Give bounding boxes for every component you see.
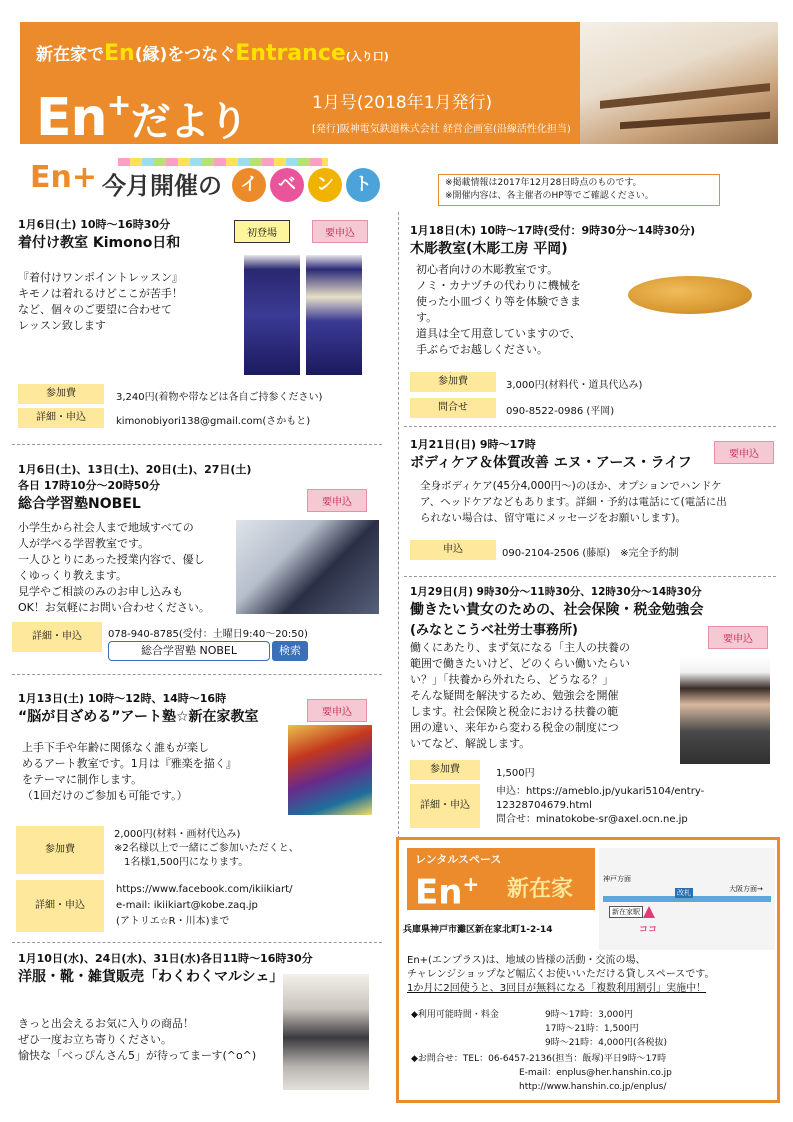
body-line: いてなど、解説します。 — [410, 737, 531, 750]
divider — [404, 426, 776, 427]
divider — [12, 674, 382, 675]
events-letter-4: ト — [346, 168, 380, 202]
contact-person: (アトリエ☆R・川本)まで — [116, 916, 230, 927]
search-button[interactable]: 検索 — [272, 641, 308, 661]
fee-line: 2,000円(材料・画材代込み) — [114, 829, 241, 840]
rental-space-info — [396, 837, 780, 1103]
hours-line: 17時〜21時：1,500円 — [545, 1024, 639, 1034]
body-line: します。社会保険と税金における扶養の範 — [410, 705, 619, 718]
body-line: 一人ひとりにあった授業内容で、優し — [18, 553, 205, 566]
fee-line: 1名様1,500円になります。 — [114, 857, 249, 868]
contact-label: 詳細・申込 — [12, 622, 102, 652]
event-date: 1月10日(水)、24日(水)、31日(水)各日11時〜16時30分 — [18, 952, 313, 965]
events-letter-3: ン — [308, 168, 342, 202]
hours-line: 9時〜17時：3,000円 — [545, 1010, 633, 1020]
sign-name: 新在家 — [507, 877, 574, 902]
application-link[interactable]: 申込：https://ameblo.jp/yukari5104/entry- — [496, 786, 705, 797]
art-photo — [288, 725, 372, 815]
body-line: くゆっくり教えます。 — [18, 569, 128, 582]
reservation-required-badge: 要申込 — [714, 441, 774, 464]
event-art-body — [22, 740, 284, 804]
body-line: など、個々のご要望に合わせて — [18, 303, 172, 316]
logo-en: En — [36, 88, 107, 148]
fee-value: 1,500円 — [496, 768, 535, 779]
desc-line: En+(エンプラス)は、地域の皆様の活動・交流の場、 — [407, 955, 646, 966]
fee-value — [114, 828, 299, 870]
map-label: 大阪方面→ — [729, 885, 763, 893]
reservation-required-badge: 要申込 — [312, 220, 368, 243]
fee-value: 3,000円(材料代・道具代込み) — [506, 380, 643, 391]
reservation-required-badge: 要申込 — [307, 489, 367, 512]
body-line: す。 — [416, 311, 438, 324]
body-line: をテーマに制作します。 — [22, 773, 143, 786]
body-line: ぜひ一度お立ち寄りください。 — [18, 1033, 172, 1046]
here-arrow-icon — [643, 906, 655, 918]
tagline-entrance: Entrance — [235, 41, 346, 66]
header-photo — [580, 22, 778, 144]
tagline-pre: 新在家で — [36, 45, 104, 65]
event-date: 1月13日(土) 10時〜12時、14時〜16時 — [18, 692, 227, 705]
hours-line: 9時〜21時：4,000円(各税抜) — [545, 1038, 667, 1048]
event-bodycare-body — [420, 478, 778, 526]
bunting-decoration — [118, 158, 328, 166]
event-date: 1月21日(日) 9時〜17時 — [410, 438, 536, 451]
contact-phone[interactable]: 078-940-8785(受付：土曜日9:40〜20:50) — [108, 629, 308, 640]
desc-line: チャレンジショップなど幅広くお使いいただける貸しスペースです。 — [407, 969, 715, 980]
body-line: ア、ヘッドケアなどもあります。詳細・予約は電話にて(電話に出 — [420, 496, 727, 508]
reservation-required-badge: 要申込 — [708, 626, 768, 649]
events-banner — [20, 158, 405, 206]
event-title: 木彫教室(木彫工房 平岡) — [410, 241, 568, 257]
contact-value — [496, 785, 704, 827]
tagline-mid: (縁)をつなぐ — [134, 45, 236, 65]
contact-phone[interactable]: 090-2104-2506 (藤原) ※完全予約制 — [502, 548, 679, 559]
body-line: 見学やご相談のみのお申し込みも — [18, 585, 183, 598]
body-line: 囲の違い、来年から変わる税金の制度につ — [410, 721, 619, 734]
event-title: 着付け教室 Kimono日和 — [18, 235, 181, 251]
reservation-required-badge: 要申込 — [307, 699, 367, 722]
fee-label: 参加費 — [410, 372, 496, 392]
header-banner — [20, 22, 778, 148]
event-woodcraft-body — [416, 262, 616, 358]
fee-label: 参加費 — [16, 826, 104, 874]
rental-desc — [407, 954, 714, 996]
tagline-post: (入り口) — [345, 50, 389, 63]
body-line: （1回だけのご参加も可能です。） — [22, 789, 188, 802]
event-time: 各日 17時10分〜20時50分 — [18, 479, 161, 492]
rental-url[interactable]: http://www.hanshin.co.jp/enplus/ — [519, 1082, 667, 1092]
speaker-photo — [680, 656, 770, 764]
rental-sign — [407, 848, 595, 913]
body-line: られない場合は、留守電にメッセージをお願いします)。 — [420, 512, 686, 524]
contact-label: 詳細・申込 — [16, 880, 104, 932]
sign-top: レンタルスペース — [415, 853, 502, 866]
map-here-label: ココ — [639, 925, 658, 935]
body-line: 小学生から社会人まで地域すべての — [18, 521, 194, 534]
wood-plate-photo — [620, 264, 760, 324]
event-seminar-body — [410, 640, 678, 752]
sign-logo — [415, 864, 479, 912]
rental-address: 兵庫県神戸市灘区新在家北町1-2-14 — [403, 925, 553, 935]
body-line: 『着付けワンポイントレッスン』 — [18, 271, 183, 284]
event-subtitle: (みなとこうべ社労士事務所) — [410, 623, 578, 638]
column-divider — [398, 212, 399, 934]
body-line: 働くにあたり、まず気になる「主人の扶養の — [410, 641, 630, 654]
facebook-link[interactable]: https://www.facebook.com/ikiikiart/ — [116, 884, 293, 895]
event-kimono-body — [18, 270, 243, 334]
body-line: 人が学べる学習教室です。 — [18, 537, 150, 550]
kimono-back-photo — [306, 255, 362, 375]
divider — [12, 444, 382, 445]
contact-email[interactable]: kimonobiyori138@gmail.com(さかもと) — [116, 416, 311, 427]
issue-label: 1月号(2018年1月発行) — [312, 93, 493, 113]
event-date: 1月18日(木) 10時〜17時(受付：9時30分〜14時30分) — [410, 224, 696, 237]
body-line: きっと出会えるお気に入りの商品！ — [18, 1017, 194, 1030]
events-letter-1: イ — [232, 168, 266, 202]
body-line: 愉快な「べっぴんさん5」が待ってまーす(^o^) — [18, 1049, 257, 1062]
events-letter-2: ベ — [270, 168, 304, 202]
kimono-front-photo — [244, 255, 300, 375]
sign-plus: + — [462, 872, 480, 896]
body-line: めるアート教室です。1月は『雅楽を描く』 — [22, 757, 237, 770]
notice-line: ※開催内容は、各主催者のHP等でご確認ください。 — [445, 191, 654, 201]
event-title: 洋服・靴・雑貨販売「わくわくマルシェ」 — [18, 969, 284, 985]
notice-line: ※掲載情報は2017年12月28日時点のものです。 — [445, 178, 642, 188]
contact-email[interactable]: e-mail: ikiikiart@kobe.zaq.jp — [116, 900, 258, 911]
logo-plus: + — [106, 88, 131, 123]
event-noble-body — [18, 520, 238, 616]
body-line: 範囲で働きたいけど、どのくらい働いたらい — [410, 657, 630, 670]
tagline — [36, 40, 389, 66]
event-title: 働きたい貴女のための、社会保険・税金勉強会 — [410, 602, 704, 618]
rental-contact-tel[interactable]: ◆お問合せ：TEL：06-6457-2136(担当：飯塚)平日9時〜17時 — [411, 1054, 667, 1064]
contact-label: 詳細・申込 — [410, 784, 480, 828]
event-date: 1月29日(月) 9時30分〜11時30分、12時30分〜14時30分 — [410, 586, 702, 598]
divider — [12, 942, 382, 943]
event-title: ボディケア＆体質改善 エヌ・アース・ライフ — [410, 455, 692, 471]
access-map — [599, 848, 775, 950]
event-title: 総合学習塾NOBEL — [18, 496, 141, 512]
body-line: 使った小皿づくり等を体験できま — [416, 295, 581, 308]
contact-label: 申込 — [410, 540, 496, 560]
hours-list — [545, 1008, 667, 1050]
body-line: 道具は全て用意していますので、 — [416, 327, 581, 340]
contact-phone[interactable]: 090-8522-0986 (平岡) — [506, 406, 615, 417]
hours-label: ◆利用可能時間・料金 — [411, 1010, 499, 1020]
notice-box — [438, 174, 720, 206]
contact-value — [116, 882, 292, 930]
sign-en: En — [415, 872, 463, 913]
body-line: キモノは着れるけどここが苦手！ — [18, 287, 183, 300]
body-line: 上手下手や年齢に関係なく誰もが楽し — [22, 741, 209, 754]
event-date: 1月6日(土) 10時〜16時30分 — [18, 218, 171, 231]
fee-value: 3,240円(着物や帯などは各自ご持参ください) — [116, 392, 323, 403]
events-banner-text: 今月開催の — [102, 172, 222, 200]
publisher-label: [発行]阪神電気鉄道株式会社 経営企画室(沿線活性化担当) — [312, 124, 571, 135]
body-line: ノミ・カナヅチの代わりに機械を — [416, 279, 581, 292]
body-line: そんな疑問を解決するため、勉強会を開催 — [410, 689, 619, 702]
fee-line: ※2名様以上で一緒にご参加いただくと、 — [114, 843, 299, 854]
search-input[interactable]: 総合学習塾 NOBEL — [108, 641, 270, 661]
marche-photo — [283, 974, 369, 1090]
rental-contact-email[interactable]: E-mail：enplus@her.hanshin.co.jp — [519, 1068, 672, 1078]
body-line: い？」「扶養から外れたら、どうなる？」 — [410, 673, 614, 686]
body-line: 初心者向けの木彫教室です。 — [416, 263, 559, 276]
contact-email[interactable]: 問合せ：minatokobe-sr@axel.ocn.ne.jp — [496, 814, 688, 825]
divider — [404, 576, 776, 577]
body-line: 全身ボディケア(45分4,000円〜)のほか、オプションでハンドケ — [420, 480, 722, 492]
first-appearance-badge: 初登場 — [234, 220, 290, 243]
map-label: 神戸方面 — [603, 875, 631, 883]
event-title: “脳が目ざめる”アート塾☆新在家教室 — [18, 709, 259, 725]
logo-rest: だより — [130, 99, 248, 145]
body-line: レッスン致します — [18, 319, 106, 332]
contact-label: 詳細・申込 — [18, 408, 104, 428]
tagline-en: En — [104, 41, 135, 66]
event-woodcraft — [410, 222, 780, 258]
map-label: 改札 — [677, 889, 691, 897]
event-date: 1月6日(土)、13日(土)、20日(土)、27日(土) — [18, 463, 252, 476]
study-photo — [236, 520, 379, 614]
body-line: OK！お気軽にお問い合わせください。 — [18, 601, 210, 614]
fee-label: 参加費 — [18, 384, 104, 404]
map-label: 新在家駅 — [609, 906, 643, 918]
promo-line: 1か月に2回使うと、3回目が無料になる「複数利用割引」実施中！ — [407, 983, 707, 994]
event-marche-body — [18, 1016, 280, 1064]
fee-label: 参加費 — [410, 760, 480, 780]
body-line: 手ぶらでお越しください。 — [416, 343, 548, 356]
contact-label: 問合せ — [410, 398, 496, 418]
newsletter-logo — [36, 78, 248, 150]
events-banner-en: En+ — [30, 160, 97, 195]
application-link-cont[interactable]: 12328704679.html — [496, 800, 592, 811]
